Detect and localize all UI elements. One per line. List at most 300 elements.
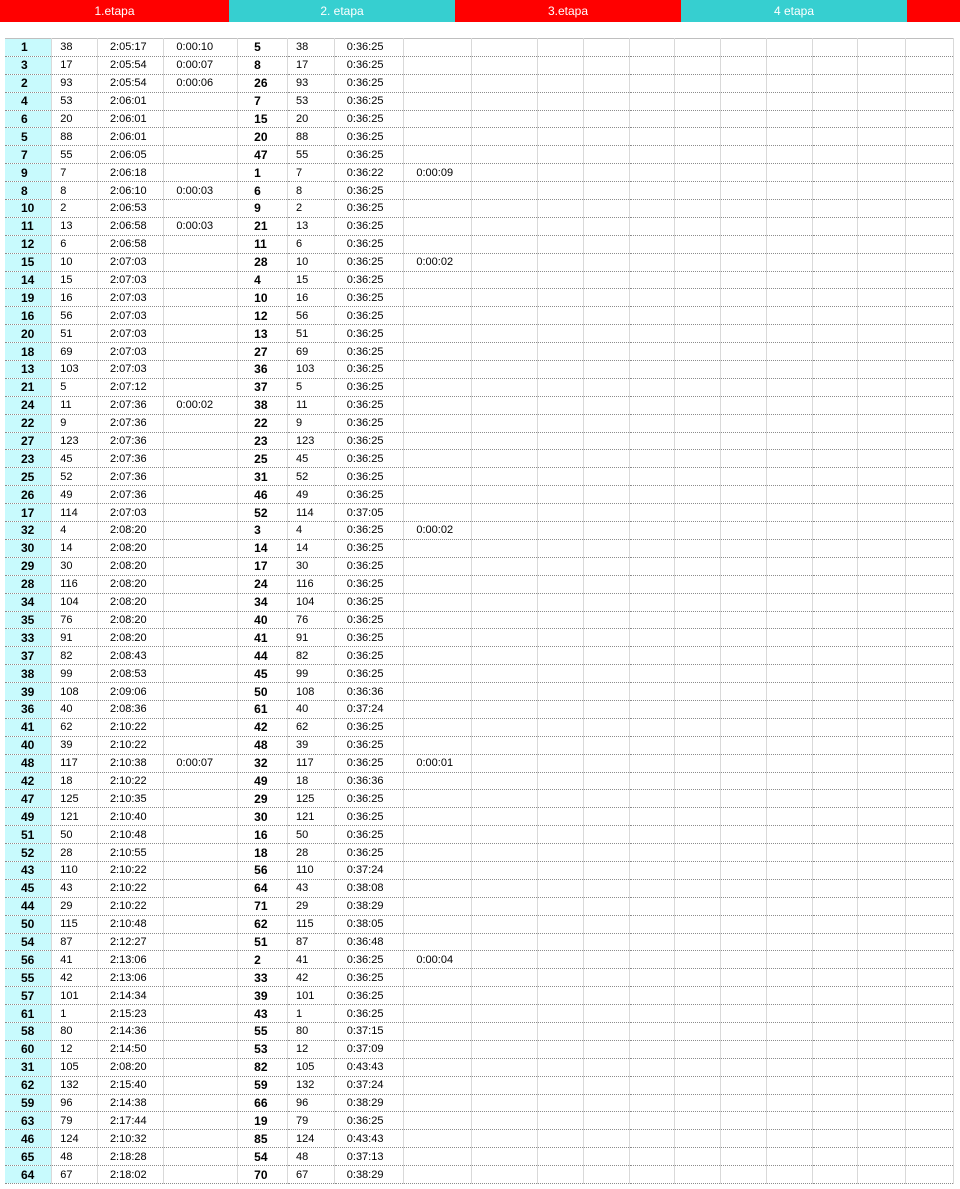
stage1-bonus-cell: 0:00:07 [164, 754, 238, 772]
stage1-bonus-cell [164, 629, 238, 647]
empty-cell [584, 933, 630, 951]
stage2-bib-cell: 49 [288, 486, 335, 504]
stage2-bib-cell: 2 [288, 200, 335, 218]
empty-cell [906, 933, 954, 951]
empty-cell [858, 1094, 906, 1112]
empty-cell [471, 718, 537, 736]
stage1-bib-cell: 115 [52, 915, 98, 933]
stage2-time-cell: 0:36:25 [334, 128, 404, 146]
stage1-bib-cell: 8 [52, 182, 98, 200]
stage2-time-cell: 0:36:25 [334, 74, 404, 92]
stage1-bonus-cell [164, 683, 238, 701]
stage2-bib-cell: 28 [288, 844, 335, 862]
empty-cell [584, 1112, 630, 1130]
empty-cell [812, 235, 858, 253]
stage2-bonus-cell [404, 575, 472, 593]
empty-cell [721, 969, 767, 987]
stage2-bib-cell: 51 [288, 325, 335, 343]
stage1-rank-cell: 57 [5, 987, 52, 1005]
stage2-bonus-cell [404, 486, 472, 504]
stage2-rank-cell: 11 [238, 235, 288, 253]
empty-cell [812, 1058, 858, 1076]
stage1-time-cell: 2:14:50 [97, 1040, 163, 1058]
stage2-time-cell: 0:36:25 [334, 396, 404, 414]
empty-cell [721, 450, 767, 468]
empty-cell [858, 1040, 906, 1058]
stage2-bib-cell: 29 [288, 897, 335, 915]
empty-cell [471, 790, 537, 808]
empty-cell [584, 1040, 630, 1058]
stage2-rank-cell: 28 [238, 253, 288, 271]
stage1-time-cell: 2:10:32 [97, 1130, 163, 1148]
empty-cell [675, 611, 721, 629]
stage1-bib-cell: 117 [52, 754, 98, 772]
empty-cell [675, 933, 721, 951]
stage2-time-cell: 0:36:25 [334, 539, 404, 557]
table-row [5, 1005, 954, 1023]
stage2-time-cell: 0:36:25 [334, 325, 404, 343]
empty-cell [766, 969, 812, 987]
stage1-bib-cell: 43 [52, 879, 98, 897]
empty-cell [906, 844, 954, 862]
empty-cell [675, 504, 721, 522]
stage1-time-cell: 2:06:01 [97, 128, 163, 146]
stage1-rank-cell: 38 [5, 665, 52, 683]
empty-cell [675, 736, 721, 754]
stage2-rank-cell: 16 [238, 826, 288, 844]
empty-cell [538, 522, 584, 540]
empty-cell [538, 969, 584, 987]
stage2-time-cell: 0:36:25 [334, 271, 404, 289]
stage1-bonus-cell [164, 718, 238, 736]
stage2-time-cell: 0:36:25 [334, 289, 404, 307]
empty-cell [584, 897, 630, 915]
empty-cell [858, 879, 906, 897]
empty-cell [766, 1022, 812, 1040]
stage1-time-cell: 2:10:22 [97, 861, 163, 879]
stage1-bonus-cell [164, 879, 238, 897]
empty-cell [675, 432, 721, 450]
empty-cell [629, 343, 675, 361]
empty-cell [538, 611, 584, 629]
empty-cell [812, 647, 858, 665]
stage2-rank-cell: 61 [238, 700, 288, 718]
empty-cell [858, 235, 906, 253]
stage1-bonus-cell [164, 557, 238, 575]
empty-cell [584, 468, 630, 486]
table-row [5, 289, 954, 307]
empty-cell [812, 826, 858, 844]
empty-cell [538, 772, 584, 790]
stage1-time-cell: 2:09:06 [97, 683, 163, 701]
empty-cell [858, 92, 906, 110]
empty-cell [721, 504, 767, 522]
empty-cell [858, 325, 906, 343]
empty-cell [471, 969, 537, 987]
empty-cell [675, 897, 721, 915]
stage1-time-cell: 2:10:38 [97, 754, 163, 772]
empty-cell [584, 39, 630, 57]
empty-cell [675, 718, 721, 736]
stage2-bonus-cell [404, 736, 472, 754]
stage1-time-cell: 2:10:22 [97, 897, 163, 915]
empty-cell [675, 486, 721, 504]
empty-cell [629, 754, 675, 772]
stage1-bonus-cell [164, 772, 238, 790]
stage1-bib-cell: 10 [52, 253, 98, 271]
empty-cell [584, 378, 630, 396]
stage2-bonus-cell [404, 378, 472, 396]
empty-cell [766, 164, 812, 182]
stage1-time-cell: 2:07:03 [97, 307, 163, 325]
empty-cell [721, 683, 767, 701]
empty-cell [812, 1166, 858, 1184]
table-row [5, 844, 954, 862]
stage2-rank-cell: 24 [238, 575, 288, 593]
table-row [5, 56, 954, 74]
stage1-time-cell: 2:07:03 [97, 504, 163, 522]
empty-cell [538, 665, 584, 683]
stage1-bib-cell: 20 [52, 110, 98, 128]
empty-cell [766, 987, 812, 1005]
stage1-rank-cell: 16 [5, 307, 52, 325]
empty-cell [906, 593, 954, 611]
empty-cell [906, 1112, 954, 1130]
empty-cell [766, 289, 812, 307]
empty-cell [538, 343, 584, 361]
empty-cell [629, 200, 675, 218]
stage2-time-cell: 0:36:25 [334, 826, 404, 844]
stage1-rank-cell: 20 [5, 325, 52, 343]
stage2-rank-cell: 31 [238, 468, 288, 486]
empty-cell [675, 557, 721, 575]
empty-cell [584, 844, 630, 862]
empty-cell [721, 486, 767, 504]
empty-cell [538, 217, 584, 235]
empty-cell [721, 164, 767, 182]
empty-cell [675, 647, 721, 665]
empty-cell [675, 754, 721, 772]
empty-cell [471, 289, 537, 307]
stage2-rank-cell: 22 [238, 414, 288, 432]
empty-cell [675, 74, 721, 92]
stage2-time-cell: 0:36:25 [334, 665, 404, 683]
stage1-rank-cell: 37 [5, 647, 52, 665]
empty-cell [471, 504, 537, 522]
stage1-bonus-cell [164, 92, 238, 110]
empty-cell [471, 414, 537, 432]
empty-cell [629, 450, 675, 468]
table-row [5, 790, 954, 808]
stage1-bib-cell: 52 [52, 468, 98, 486]
empty-cell [858, 343, 906, 361]
empty-cell [766, 700, 812, 718]
table-row [5, 539, 954, 557]
stage2-bib-cell: 69 [288, 343, 335, 361]
empty-cell [812, 1148, 858, 1166]
stage1-rank-cell: 31 [5, 1058, 52, 1076]
empty-cell [812, 700, 858, 718]
stage2-bonus-cell [404, 665, 472, 683]
empty-cell [766, 361, 812, 379]
stage2-bib-cell: 6 [288, 235, 335, 253]
stage2-rank-cell: 29 [238, 790, 288, 808]
stage2-rank-cell: 51 [238, 933, 288, 951]
empty-cell [812, 56, 858, 74]
stage1-rank-cell: 59 [5, 1094, 52, 1112]
table-row [5, 1112, 954, 1130]
stage1-bib-cell: 88 [52, 128, 98, 146]
stage1-time-cell: 2:07:36 [97, 450, 163, 468]
empty-cell [471, 361, 537, 379]
empty-cell [766, 754, 812, 772]
empty-cell [766, 74, 812, 92]
empty-cell [675, 915, 721, 933]
stage1-bib-cell: 114 [52, 504, 98, 522]
stage1-rank-cell: 64 [5, 1166, 52, 1184]
stage2-rank-cell: 5 [238, 39, 288, 57]
empty-cell [812, 164, 858, 182]
table-row [5, 897, 954, 915]
empty-cell [675, 1058, 721, 1076]
empty-cell [721, 539, 767, 557]
empty-cell [538, 826, 584, 844]
stage1-bonus-cell [164, 1148, 238, 1166]
stage1-rank-cell: 15 [5, 253, 52, 271]
empty-cell [812, 665, 858, 683]
stage1-bib-cell: 7 [52, 164, 98, 182]
empty-cell [538, 539, 584, 557]
stage2-bib-cell: 43 [288, 879, 335, 897]
empty-cell [858, 611, 906, 629]
stage1-bonus-cell [164, 933, 238, 951]
stage1-bib-cell: 124 [52, 1130, 98, 1148]
empty-cell [584, 1076, 630, 1094]
empty-cell [538, 468, 584, 486]
empty-cell [812, 879, 858, 897]
stage1-bonus-cell [164, 307, 238, 325]
stage2-time-cell: 0:38:29 [334, 1166, 404, 1184]
stage1-bib-cell: 40 [52, 700, 98, 718]
empty-cell [629, 969, 675, 987]
stage1-rank-cell: 4 [5, 92, 52, 110]
empty-cell [584, 790, 630, 808]
stage2-rank-cell: 33 [238, 969, 288, 987]
stage1-rank-cell: 62 [5, 1076, 52, 1094]
stage1-bonus-cell [164, 736, 238, 754]
stage2-bonus-cell [404, 182, 472, 200]
stage1-bonus-cell [164, 200, 238, 218]
empty-cell [721, 343, 767, 361]
empty-cell [721, 235, 767, 253]
stage2-rank-cell: 2 [238, 951, 288, 969]
stage2-bib-cell: 38 [288, 39, 335, 57]
stage2-bonus-cell [404, 933, 472, 951]
table-row [5, 146, 954, 164]
stage1-bonus-cell: 0:00:07 [164, 56, 238, 74]
empty-cell [858, 128, 906, 146]
empty-cell [858, 826, 906, 844]
stage1-bib-cell: 53 [52, 92, 98, 110]
empty-cell [858, 808, 906, 826]
stage1-rank-cell: 43 [5, 861, 52, 879]
stage1-bonus-cell [164, 1094, 238, 1112]
stage1-rank-cell: 63 [5, 1112, 52, 1130]
stage2-bonus-cell [404, 915, 472, 933]
stage2-bonus-cell [404, 92, 472, 110]
empty-cell [812, 432, 858, 450]
stage1-bib-cell: 39 [52, 736, 98, 754]
table-row [5, 271, 954, 289]
stage2-bonus-cell [404, 217, 472, 235]
stage1-time-cell: 2:14:34 [97, 987, 163, 1005]
stage2-bib-cell: 93 [288, 74, 335, 92]
stage1-bonus-cell [164, 861, 238, 879]
stage1-rank-cell: 46 [5, 1130, 52, 1148]
empty-cell [906, 539, 954, 557]
empty-cell [471, 235, 537, 253]
empty-cell [906, 325, 954, 343]
empty-cell [471, 1094, 537, 1112]
stage2-time-cell: 0:36:25 [334, 754, 404, 772]
table-row [5, 915, 954, 933]
empty-cell [675, 414, 721, 432]
empty-cell [906, 1130, 954, 1148]
stage2-bib-cell: 76 [288, 611, 335, 629]
empty-cell [538, 1130, 584, 1148]
empty-cell [766, 951, 812, 969]
empty-cell [584, 808, 630, 826]
stage1-bonus-cell [164, 486, 238, 504]
empty-cell [858, 486, 906, 504]
empty-cell [675, 987, 721, 1005]
table-row [5, 74, 954, 92]
empty-cell [471, 39, 537, 57]
table-row [5, 808, 954, 826]
empty-cell [812, 844, 858, 862]
empty-cell [629, 361, 675, 379]
stage1-rank-cell: 48 [5, 754, 52, 772]
empty-cell [858, 271, 906, 289]
table-row [5, 110, 954, 128]
empty-cell [906, 146, 954, 164]
stage1-time-cell: 2:07:36 [97, 432, 163, 450]
empty-cell [721, 92, 767, 110]
stage1-bib-cell: 82 [52, 647, 98, 665]
empty-cell [629, 826, 675, 844]
stage2-rank-cell: 20 [238, 128, 288, 146]
stage1-time-cell: 2:05:17 [97, 39, 163, 57]
stage1-bonus-cell [164, 987, 238, 1005]
empty-cell [858, 504, 906, 522]
stage2-time-cell: 0:36:25 [334, 611, 404, 629]
empty-cell [766, 110, 812, 128]
empty-cell [584, 1022, 630, 1040]
empty-cell [584, 951, 630, 969]
stage1-rank-cell: 52 [5, 844, 52, 862]
empty-cell [584, 593, 630, 611]
stage2-time-cell: 0:36:25 [334, 790, 404, 808]
empty-cell [906, 1005, 954, 1023]
stage2-bib-cell: 124 [288, 1130, 335, 1148]
empty-cell [629, 933, 675, 951]
empty-cell [675, 808, 721, 826]
empty-cell [906, 629, 954, 647]
stage2-time-cell: 0:36:25 [334, 110, 404, 128]
empty-cell [812, 969, 858, 987]
empty-cell [538, 647, 584, 665]
empty-cell [812, 897, 858, 915]
empty-cell [675, 844, 721, 862]
empty-cell [766, 396, 812, 414]
empty-cell [584, 486, 630, 504]
stage2-rank-cell: 25 [238, 450, 288, 468]
stage1-rank-cell: 30 [5, 539, 52, 557]
empty-cell [812, 808, 858, 826]
empty-cell [858, 289, 906, 307]
empty-cell [766, 879, 812, 897]
empty-cell [538, 414, 584, 432]
stage1-time-cell: 2:08:20 [97, 593, 163, 611]
empty-cell [906, 772, 954, 790]
stage2-rank-cell: 32 [238, 754, 288, 772]
empty-cell [721, 325, 767, 343]
empty-cell [675, 1130, 721, 1148]
stage1-time-cell: 2:07:03 [97, 253, 163, 271]
empty-cell [721, 1040, 767, 1058]
stage1-time-cell: 2:13:06 [97, 969, 163, 987]
empty-cell [812, 790, 858, 808]
stage2-rank-cell: 62 [238, 915, 288, 933]
empty-cell [906, 504, 954, 522]
empty-cell [584, 128, 630, 146]
empty-cell [906, 736, 954, 754]
stage1-rank-cell: 40 [5, 736, 52, 754]
empty-cell [538, 1058, 584, 1076]
empty-cell [906, 432, 954, 450]
stage1-bib-cell: 121 [52, 808, 98, 826]
empty-cell [858, 1130, 906, 1148]
stage2-bonus-cell [404, 1040, 472, 1058]
empty-cell [584, 826, 630, 844]
empty-cell [471, 1112, 537, 1130]
empty-cell [584, 1130, 630, 1148]
empty-cell [629, 1112, 675, 1130]
stage1-rank-cell: 54 [5, 933, 52, 951]
empty-cell [471, 56, 537, 74]
stage1-bonus-cell [164, 575, 238, 593]
empty-cell [721, 414, 767, 432]
empty-cell [812, 182, 858, 200]
stage1-bib-cell: 116 [52, 575, 98, 593]
empty-cell [812, 933, 858, 951]
empty-cell [721, 718, 767, 736]
empty-cell [629, 557, 675, 575]
stage2-rank-cell: 38 [238, 396, 288, 414]
table-row [5, 325, 954, 343]
empty-cell [906, 790, 954, 808]
empty-cell [629, 504, 675, 522]
stage1-rank-cell: 11 [5, 217, 52, 235]
stage2-time-cell: 0:36:25 [334, 629, 404, 647]
empty-cell [906, 1166, 954, 1184]
stage2-time-cell: 0:36:25 [334, 987, 404, 1005]
stage1-time-cell: 2:06:53 [97, 200, 163, 218]
empty-cell [629, 182, 675, 200]
stage2-rank-cell: 23 [238, 432, 288, 450]
table-row [5, 736, 954, 754]
stage2-bonus-cell [404, 325, 472, 343]
